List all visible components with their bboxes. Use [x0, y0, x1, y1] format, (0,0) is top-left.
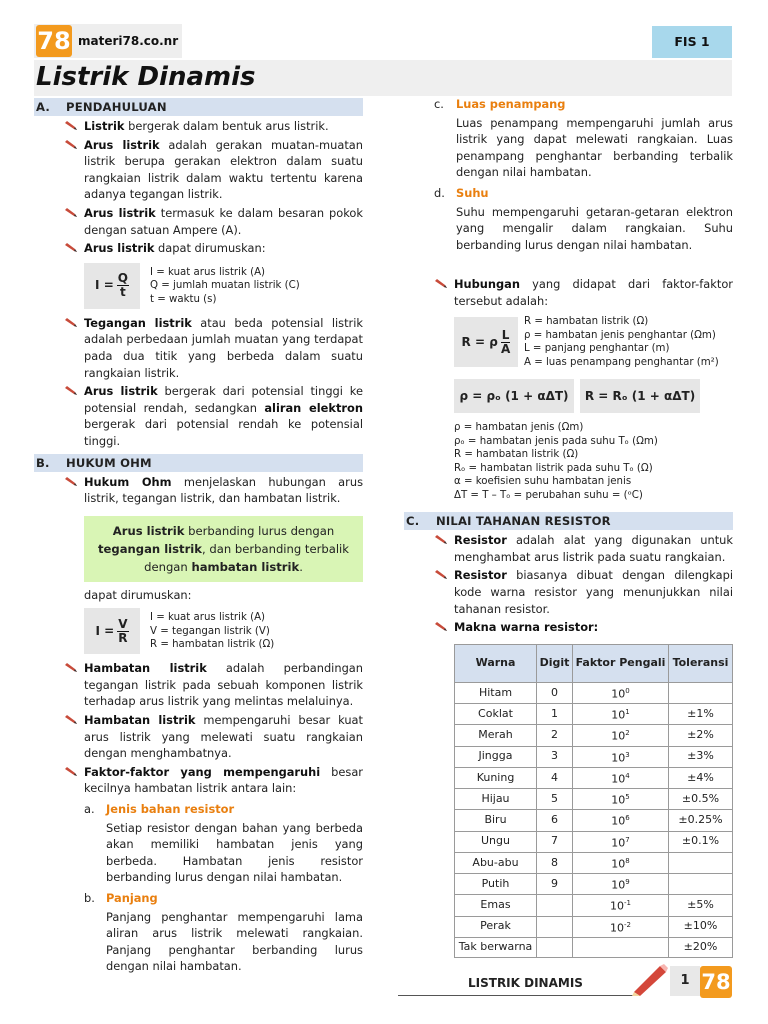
highlight-text: .: [299, 559, 303, 574]
subject-badge: FIS 1: [652, 26, 732, 58]
formula-denominator: A: [500, 341, 511, 356]
factor-letter: b.: [84, 891, 95, 905]
table-row: [455, 704, 733, 725]
table-cell: Merah: [455, 725, 537, 746]
multiplier-base: 10: [611, 814, 626, 828]
bullet-text: adalah gerakan muatan-muatan listrik berupa gerakan elektron dalam suatu rangkaian listrik dalam waktu tertentu karena adanya tegangan listrik.: [84, 137, 363, 202]
table-cell: Tak berwarna: [455, 937, 537, 957]
bullet-text: termasuk ke dalam besaran pokok dengan satuan Ampere (A).: [84, 205, 363, 237]
temperature-legend: [454, 421, 733, 502]
legend-line: A = luas penampang penghantar (m²): [524, 356, 719, 368]
formula-denominator: t: [119, 285, 126, 300]
highlight-term: hambatan listrik: [191, 559, 300, 574]
multiplier-base: 10: [611, 878, 626, 892]
multiplier-cell: [573, 746, 669, 767]
multiplier-exponent: 0: [625, 686, 630, 695]
table-row: [455, 810, 733, 831]
table-cell: 9: [537, 874, 573, 895]
bullet-item: [404, 276, 733, 309]
formula-box: [454, 317, 518, 367]
formula-box: ρ = ρₒ (1 + αΔT): [454, 379, 574, 413]
multiplier-exponent: 6: [625, 814, 630, 823]
bullet-text: bergerak dalam bentuk arus listrik.: [124, 119, 329, 133]
formula-ohm: [84, 608, 363, 654]
multiplier-cell: [573, 831, 669, 852]
highlight-box: [84, 516, 363, 582]
multiplier-base: 10: [610, 899, 624, 913]
table-cell: ±10%: [669, 916, 733, 937]
section-title: NILAI TAHANAN RESISTOR: [436, 514, 611, 529]
table-header: Digit: [537, 644, 573, 682]
multiplier-exponent: 9: [625, 878, 630, 886]
legend-line: V = tegangan listrik (V): [150, 625, 270, 637]
multiplier-exponent: 4: [625, 771, 630, 780]
bullet-text: mempengaruhi besar kuat arus listrik yang melewati suatu rangkaian dengan menghambatnya.: [84, 713, 364, 761]
table-cell: ±20%: [669, 937, 733, 957]
bullet-text: besar kecilnya hambatan listrik antara lain:: [84, 764, 363, 796]
table-cell: ±0.25%: [669, 810, 733, 831]
table-row: [455, 746, 733, 767]
multiplier-cell: [573, 725, 669, 746]
term: Makna warna resistor:: [454, 620, 599, 635]
footer-divider: [398, 995, 638, 996]
table-cell: Kuning: [455, 767, 537, 788]
bullet-item: [34, 474, 363, 507]
legend-line: ρₒ = hambatan jenis pada suhu Tₒ (Ωm): [454, 435, 658, 447]
table-body: [455, 682, 733, 957]
pencil-bullet-icon: [34, 118, 84, 135]
table-row: [455, 767, 733, 788]
term: aliran elektron: [264, 400, 363, 415]
section-title: PENDAHULUAN: [66, 100, 167, 114]
table-cell: 0: [537, 682, 573, 703]
table-row: [455, 852, 733, 873]
table-row: [455, 874, 733, 895]
legend-line: I = kuat arus listrik (A): [150, 612, 266, 624]
formula-box: R = Rₒ (1 + αΔT): [580, 379, 700, 413]
bullet-item: [404, 567, 733, 617]
table-cell: 7: [537, 831, 573, 852]
factor-text: Suhu mempengaruhi getaran-getaran elektron yang mengalir dalam rangkaian. Suhu berbanding lurus dengan nilai hambatan.: [456, 204, 733, 252]
bullet-item: [34, 205, 363, 238]
term: Resistor: [454, 533, 507, 548]
factor-letter: a.: [84, 802, 95, 817]
table-cell: ±2%: [669, 725, 733, 746]
table-cell: [669, 852, 733, 873]
pencil-footer-icon: [630, 962, 670, 1001]
resistor-color-table: [454, 644, 733, 958]
formula-intro: dapat dirumuskan:: [84, 587, 192, 602]
table-row: [455, 937, 733, 957]
bullet-text: adalah perbandingan tegangan listrik pada sebuah komponen listrik terhadap arus listrik yang melintas melaluinya.: [84, 661, 363, 709]
bullet-text: bergerak dari potensial rendah ke potensial tinggi.: [84, 417, 363, 448]
legend-line: L = panjang penghantar (m): [524, 343, 670, 355]
formula-numerator: Q: [117, 271, 128, 286]
table-row: [455, 895, 733, 916]
multiplier-cell: [573, 810, 669, 831]
formula-lhs: R = ρ: [461, 334, 498, 349]
factor-letter: d.: [434, 185, 445, 200]
section-header-b: [34, 454, 363, 472]
multiplier-exponent: 2: [625, 729, 630, 738]
factor-title: Jenis bahan resistor: [106, 802, 235, 817]
highlight-term: tegangan listrik: [98, 541, 202, 556]
formula-lhs: I =: [95, 623, 115, 638]
table-header: Toleransi: [669, 644, 733, 682]
site-url[interactable]: materi78.co.nr: [78, 33, 179, 48]
multiplier-cell: [573, 895, 669, 916]
multiplier-base: 10: [611, 836, 626, 850]
pencil-bullet-icon: [34, 240, 84, 257]
multiplier-exponent: 7: [625, 835, 630, 844]
table-cell: ±5%: [669, 895, 733, 916]
table-row: [455, 725, 733, 746]
bullet-item: [404, 532, 733, 565]
page-number: 1: [670, 966, 700, 996]
multiplier-cell: [573, 852, 669, 873]
multiplier-base: 10: [611, 708, 626, 722]
multiplier-exponent: 5: [625, 793, 630, 801]
multiplier-exponent: -2: [624, 920, 631, 929]
formula-resistance: [454, 315, 733, 369]
legend-line: I = kuat arus listrik (A): [150, 266, 266, 278]
pencil-bullet-icon: [34, 205, 84, 238]
legend-line: Q = jumlah muatan listrik (C): [150, 280, 300, 291]
pencil-bullet-icon: [34, 315, 84, 381]
multiplier-cell: [573, 937, 669, 957]
table-cell: Coklat: [455, 704, 537, 725]
formula-lhs: I =: [95, 278, 114, 293]
multiplier-cell: [573, 916, 669, 937]
table-cell: Ungu: [455, 831, 537, 852]
pencil-bullet-icon: [34, 764, 84, 797]
bullet-text: adalah alat yang digunakan untuk menghambat arus listrik pada suatu rangkaian.: [454, 533, 733, 564]
section-letter: A.: [36, 100, 50, 114]
legend-line: Rₒ = hambatan listrik pada suhu Tₒ (Ω): [454, 462, 653, 474]
bullet-item: [34, 383, 363, 449]
multiplier-cell: [573, 874, 669, 895]
term: Hambatan listrik: [84, 713, 196, 728]
table-cell: Jingga: [455, 746, 537, 767]
legend-line: ρ = hambatan jenis (Ωm): [454, 422, 584, 434]
pencil-bullet-icon: [34, 137, 84, 203]
bullet-item: [34, 660, 363, 710]
pencil-bullet-icon: [34, 712, 84, 762]
factor-item: [434, 96, 733, 113]
logo-badge: 78: [37, 27, 71, 55]
right-column-top: [434, 96, 733, 253]
table-row: [455, 789, 733, 810]
legend-line: ΔT = T – Tₒ = perubahan suhu = (ᵒC): [454, 489, 643, 501]
table-cell: 3: [537, 746, 573, 767]
footer-title: LISTRIK DINAMIS: [468, 976, 583, 990]
bullet-text: dapat dirumuskan:: [154, 241, 266, 256]
table-cell: ±3%: [669, 746, 733, 767]
table-cell: ±4%: [669, 767, 733, 788]
legend-line: α = koefisien suhu hambatan jenis: [454, 476, 632, 488]
pencil-bullet-icon: [34, 474, 84, 507]
term: Hubungan: [454, 277, 520, 291]
section-header-a: [34, 98, 363, 116]
multiplier-cell: [573, 789, 669, 810]
legend-line: R = hambatan listrik (Ω): [454, 449, 579, 461]
table-cell: [537, 916, 573, 937]
multiplier-base: 10: [611, 772, 626, 786]
bullet-text: biasanya dibuat dengan dilengkapi kode warna resistor yang menunjukkan nilai tahanan resistor.: [454, 568, 733, 616]
table-row: [455, 831, 733, 852]
table-header: Warna: [455, 644, 537, 682]
factor-item: [434, 185, 733, 202]
multiplier-exponent: 8: [625, 856, 630, 865]
highlight-term: Arus listrik: [112, 523, 185, 538]
factor-text: Setiap resistor dengan bahan yang berbeda akan memiliki hambatan jenis yang berbeda. Hambatan jenis resistor berbanding lurus dengan nilai hambatan.: [106, 820, 363, 885]
section-title: HUKUM OHM: [66, 455, 152, 470]
term: Hukum Ohm: [84, 474, 172, 489]
section-letter: C.: [406, 514, 420, 529]
footer-logo: 78: [700, 966, 732, 998]
highlight-text: , dan berbanding terbalik dengan: [144, 541, 349, 574]
table-cell: Hijau: [455, 789, 537, 810]
pencil-bullet-icon: [404, 532, 454, 565]
table-cell: 5: [537, 789, 573, 810]
term: Resistor: [454, 568, 507, 583]
bullet-item: [34, 118, 363, 135]
multiplier-exponent: 1: [625, 708, 630, 716]
factor-title: Luas penampang: [456, 97, 566, 111]
legend-line: R = hambatan listrik (Ω): [150, 639, 275, 651]
section-letter: B.: [36, 455, 50, 470]
formula-denominator: R: [118, 630, 128, 645]
term: Arus listrik: [84, 241, 155, 256]
multiplier-cell: [573, 682, 669, 703]
pencil-bullet-icon: [404, 276, 454, 309]
factor-text: Luas penampang mempengaruhi jumlah arus listrik yang dapat melewati rangkaian. Luas penampang penghantar berbanding terbalik dengan nilai hambatan.: [456, 115, 733, 180]
table-header-row: [455, 644, 733, 682]
header-logo-box: [34, 24, 182, 58]
bullet-text: bergerak dari potensial tinggi ke potensial rendah, sedangkan: [84, 384, 363, 415]
factor-title: Panjang: [106, 891, 158, 905]
multiplier-base: 10: [611, 729, 626, 743]
legend-line: R = hambatan listrik (Ω): [524, 316, 649, 328]
table-cell: ±0.5%: [669, 789, 733, 810]
pencil-bullet-icon: [404, 619, 454, 636]
bullet-item: [34, 240, 363, 257]
bullet-item: [34, 137, 363, 203]
formula-legend: [150, 266, 300, 307]
left-column: [34, 98, 363, 975]
table-cell: Abu-abu: [455, 852, 537, 873]
table-header: Faktor Pengali: [573, 644, 669, 682]
multiplier-base: 10: [611, 687, 626, 701]
page-title: Listrik Dinamis: [36, 62, 256, 92]
table-cell: 1: [537, 704, 573, 725]
table-cell: ±1%: [669, 704, 733, 725]
legend-line: ρ = hambatan jenis penghantar (Ωm): [524, 329, 716, 341]
table-row: [455, 682, 733, 703]
table-cell: [669, 874, 733, 895]
pencil-bullet-icon: [404, 567, 454, 617]
term: Hambatan listrik: [84, 661, 207, 676]
table-cell: Biru: [455, 810, 537, 831]
multiplier-cell: [573, 767, 669, 788]
table-cell: [537, 937, 573, 957]
right-column: [404, 274, 733, 958]
table-cell: 8: [537, 852, 573, 873]
formula-temperature: [454, 379, 733, 413]
term: Listrik: [84, 119, 125, 133]
formula-box: [84, 263, 140, 309]
term: Arus listrik: [84, 137, 160, 152]
bullet-text: menjelaskan hubungan arus listrik, tegangan listrik, dan hambatan listrik.: [84, 474, 364, 506]
pencil-bullet-icon: [34, 383, 84, 449]
formula-legend: [150, 611, 274, 652]
multiplier-exponent: 3: [625, 750, 630, 759]
pencil-bullet-icon: [34, 660, 84, 710]
table-cell: [669, 682, 733, 703]
formula-numerator: V: [118, 616, 128, 631]
table-cell: Emas: [455, 895, 537, 916]
multiplier-base: 10: [611, 857, 626, 871]
legend-line: t = waktu (s): [150, 293, 217, 305]
bullet-text: yang didapat dari faktor-faktor tersebut adalah:: [454, 277, 733, 308]
factor-item: [84, 890, 363, 907]
multiplier-base: 10: [611, 751, 626, 765]
table-cell: 2: [537, 725, 573, 746]
table-cell: Perak: [455, 916, 537, 937]
bullet-text: atau beda potensial listrik adalah perbedaan jumlah muatan yang terdapat pada dua titik yang berbeda dalam suatu rangkaian listrik.: [84, 315, 364, 380]
factor-item: [84, 801, 363, 818]
formula-box: [84, 608, 140, 654]
term: Tegangan listrik: [84, 315, 192, 330]
section-header-c: [404, 512, 733, 530]
factor-list: [84, 801, 363, 975]
term: Arus listrik: [84, 205, 156, 220]
bullet-item: [404, 619, 733, 636]
multiplier-base: 10: [611, 793, 626, 807]
factor-title: Suhu: [456, 185, 489, 200]
bullet-item: [34, 764, 363, 797]
bullet-item: [34, 315, 363, 381]
factor-letter: c.: [434, 97, 444, 111]
table-row: [455, 916, 733, 937]
table-cell: 6: [537, 810, 573, 831]
multiplier-exponent: -1: [624, 899, 631, 908]
table-cell: 4: [537, 767, 573, 788]
bullet-item: [34, 712, 363, 762]
multiplier-base: 10: [610, 921, 624, 935]
table-cell: Putih: [455, 874, 537, 895]
table-cell: ±0.1%: [669, 831, 733, 852]
highlight-text: berbanding lurus dengan: [184, 523, 335, 538]
table-cell: Hitam: [455, 682, 537, 703]
formula-numerator: L: [501, 327, 510, 342]
formula-current: [84, 263, 363, 309]
term: Faktor-faktor yang mempengaruhi: [84, 764, 321, 779]
term: Arus listrik: [84, 384, 158, 399]
multiplier-cell: [573, 704, 669, 725]
factor-text: Panjang penghantar mempengaruhi lama aliran arus listrik melewati rangkaian. Panjang penghantar berbanding lurus dengan nilai hambatan.: [106, 909, 363, 974]
formula-legend: [524, 315, 719, 369]
table-cell: [537, 895, 573, 916]
